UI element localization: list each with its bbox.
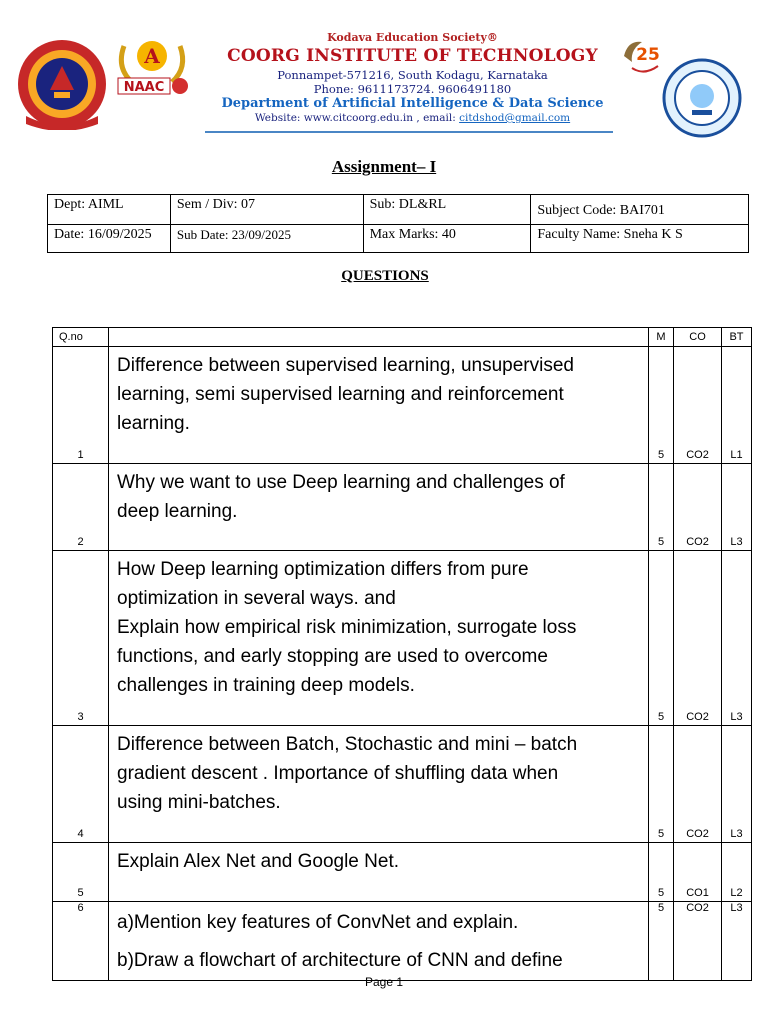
anniversary-logo (618, 36, 664, 82)
marks-cell: 5 (649, 726, 674, 843)
co-header: CO (674, 328, 722, 347)
sem-cell: Sem / Div: 07 (170, 195, 363, 225)
institute-phone: Phone: 9611173724. 9606491180 (313, 82, 512, 96)
question-line: learning, semi supervised learning and reinforcement (117, 384, 564, 405)
question-line: challenges in training deep models. (117, 675, 415, 696)
question-line: How Deep learning optimization differs from pure (117, 559, 529, 580)
bt-cell: L3 (722, 464, 752, 551)
question-text (109, 551, 649, 726)
bt-header: BT (722, 328, 752, 347)
co-cell: CO2 (674, 464, 722, 551)
question-number: 4 (53, 726, 109, 843)
date-cell: Date: 16/09/2025 (48, 225, 171, 253)
question-line: using mini-batches. (117, 792, 281, 813)
question-line: optimization in several ways. and (117, 588, 396, 609)
question-line: b)Draw a flowchart of architecture of CNN and define (117, 950, 563, 971)
table-header-row (53, 328, 752, 347)
question-number: 1 (53, 347, 109, 464)
co-cell: CO2 (674, 902, 722, 981)
faculty-cell: Faculty Name: Sneha K S (531, 225, 749, 253)
website-text: Website: www.citcoorg.edu.in , email: (254, 112, 460, 124)
assignment-info-table (47, 194, 749, 253)
table-row (53, 726, 752, 843)
questions-heading: QUESTIONS (341, 268, 429, 284)
question-number: 3 (53, 551, 109, 726)
naac-accreditation-logo (112, 38, 192, 108)
questions-table (52, 327, 752, 981)
institute-name: COORG INSTITUTE OF TECHNOLOGY (227, 46, 598, 66)
bt-cell: L3 (722, 726, 752, 843)
anniversary-number: 25 (636, 45, 660, 65)
question-line: Difference between supervised learning, unsupervised (117, 355, 574, 376)
table-row (53, 464, 752, 551)
department-name: Department of Artificial Intelligence & Data Science (221, 96, 604, 111)
question-line: Difference between Batch, Stochastic and mini – batch (117, 734, 578, 755)
bt-cell: L3 (722, 902, 752, 981)
marks-cell: 5 (649, 843, 674, 902)
header-divider (205, 131, 613, 133)
table-row (53, 347, 752, 464)
department-seal-logo (662, 58, 742, 138)
question-text (109, 902, 649, 981)
naac-grade-letter: A (144, 44, 160, 68)
table-row (53, 843, 752, 902)
max-marks-cell: Max Marks: 40 (363, 225, 531, 253)
question-number: 5 (53, 843, 109, 902)
institute-address: Ponnampet-571216, South Kodagu, Karnataka (277, 68, 548, 82)
question-line: gradient descent . Importance of shuffling data when (117, 763, 559, 784)
bt-cell: L1 (722, 347, 752, 464)
table-row (53, 551, 752, 726)
co-cell: CO2 (674, 347, 722, 464)
marks-cell: 5 (649, 464, 674, 551)
question-line: Explain how empirical risk minimization, surrogate loss (117, 617, 577, 638)
question-line: learning. (117, 413, 190, 434)
subject-code-cell: Subject Code: BAI701 (531, 195, 749, 225)
co-cell: CO2 (674, 551, 722, 726)
co-cell: CO1 (674, 843, 722, 902)
question-number: 2 (53, 464, 109, 551)
bt-cell: L2 (722, 843, 752, 902)
question-line: a)Mention key features of ConvNet and explain. (117, 912, 519, 933)
bt-cell: L3 (722, 551, 752, 726)
qno-header: Q.no (53, 328, 109, 347)
naac-label: NAAC (123, 80, 165, 95)
marks-cell: 5 (649, 902, 674, 981)
society-name: Kodava Education Society® (327, 31, 498, 44)
question-text (109, 843, 649, 902)
co-cell: CO2 (674, 726, 722, 843)
submission-date-cell: Sub Date: 23/09/2025 (170, 225, 363, 253)
marks-cell: 5 (649, 347, 674, 464)
subject-cell: Sub: DL&RL (363, 195, 531, 225)
question-text (109, 726, 649, 843)
question-line: Explain Alex Net and Google Net. (117, 851, 400, 872)
page-number: Page 1 (364, 975, 404, 989)
marks-cell: 5 (649, 551, 674, 726)
question-text (109, 347, 649, 464)
institute-emblem-logo (16, 38, 108, 130)
website-line (205, 112, 620, 124)
email-link[interactable]: citdshod@gmail.com (459, 112, 571, 124)
table-row (53, 902, 752, 981)
question-line: deep learning. (117, 501, 238, 522)
question-header (109, 328, 649, 347)
dept-cell: Dept: AIML (48, 195, 171, 225)
assignment-title: Assignment– I (331, 157, 437, 176)
marks-header: M (649, 328, 674, 347)
question-text (109, 464, 649, 551)
question-line: Why we want to use Deep learning and challenges of (117, 472, 565, 493)
question-number: 6 (53, 902, 109, 981)
letterhead (0, 0, 768, 140)
question-line: functions, and early stopping are used to overcome (117, 646, 548, 667)
